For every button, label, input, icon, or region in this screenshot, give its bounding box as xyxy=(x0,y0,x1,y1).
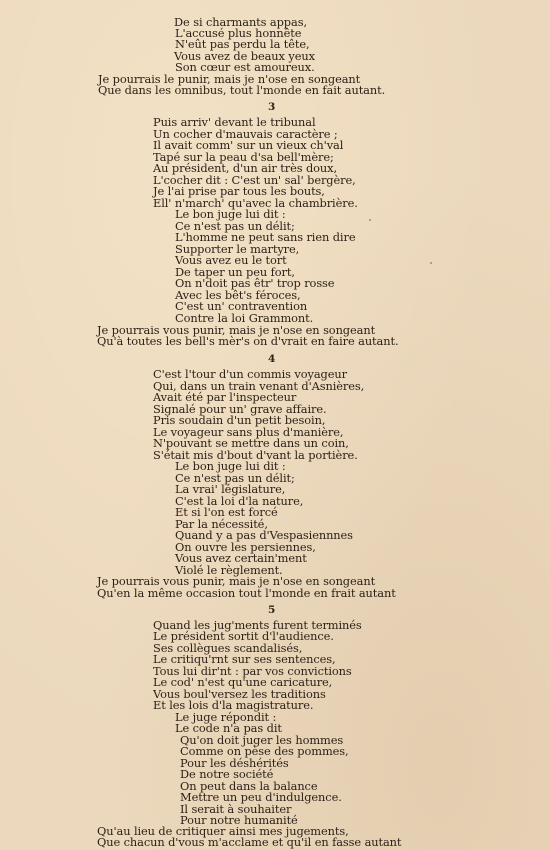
verse-line: N'pouvant se mettre dans un coin, xyxy=(153,436,349,450)
refrain-line: Je pourrais vous punir, mais je n'ose en songeant xyxy=(97,323,376,337)
verse-line: Et les lois d'la magistrature. xyxy=(153,698,314,712)
verse-line: Vous avez certain'ment xyxy=(175,551,307,565)
verse-line: Ell' n'march' qu'avec la chambrière. xyxy=(153,196,358,210)
stanza-number: 5 xyxy=(268,604,276,616)
verse-line: Qu'on doit juger les hommes xyxy=(180,733,344,747)
verse-line: De notre société xyxy=(180,767,274,781)
verse-line: Un cocher d'mauvais caractère ; xyxy=(153,127,338,141)
verse-line: Contre la loi Grammont. xyxy=(175,311,314,325)
verse-line: Ses collègues scandalisés, xyxy=(153,641,303,655)
verse-line: Avait été par l'inspecteur xyxy=(153,390,297,404)
verse-line: Vous avez eu le tort xyxy=(175,253,287,267)
verse-line: Tapé sur la peau d'sa bell'mère; xyxy=(153,150,334,164)
verse-line: C'est la loi d'la nature, xyxy=(175,494,304,508)
verse-line: Quand y a pas d'Vespasiennnes xyxy=(175,528,353,542)
verse-line: On ouvre les persiennes, xyxy=(175,540,316,554)
verse-line: Le président sortit d'l'audience. xyxy=(153,629,334,643)
verse-line: Le cod' n'est qu'une caricature, xyxy=(153,675,333,689)
verse-line: On n'doit pas êtr' trop rosse xyxy=(175,276,335,290)
verse-line: Il serait à souhaiter xyxy=(180,802,292,816)
verse-line: L'homme ne peut sans rien dire xyxy=(175,230,356,244)
verse-line: Par la nécessité, xyxy=(175,517,268,531)
refrain-line: Qu'à toutes les bell's mèr's on d'vrait en faire autant. xyxy=(97,334,399,348)
verse-line: Avec les bêt's féroces, xyxy=(175,288,301,302)
verse-line: S'était mis d'bout d'vant la portière. xyxy=(153,448,358,462)
verse-line: Vous avez de beaux yeux xyxy=(174,49,315,63)
verse-line: Vous boul'versez les traditions xyxy=(153,687,326,701)
verse-line: Quand les jug'ments furent terminés xyxy=(153,618,362,632)
stanza-number: 4 xyxy=(268,353,276,365)
verse-line: Violé le règlement. xyxy=(175,563,283,577)
verse-line: N'eût pas perdu la tête, xyxy=(175,37,310,51)
verse-line: On peut dans la balance xyxy=(180,779,318,793)
verse-line: Mettre un peu d'indulgence. xyxy=(180,790,342,804)
refrain-line: Qu'au lieu de critiquer ainsi mes jugements, xyxy=(97,824,349,838)
verse-line: Ce n'est pas un délit; xyxy=(175,471,295,485)
verse-line: Il avait comm' sur un vieux ch'val xyxy=(153,138,344,152)
verse-line: Qui, dans un train venant d'Asnières, xyxy=(153,379,365,393)
verse-line: L'accusé plus honnête xyxy=(175,26,302,40)
verse-line: Le voyageur sans plus d'manière, xyxy=(153,425,344,439)
verse-line: Le bon juge lui dit : xyxy=(175,459,286,473)
verse-line: Tous lui dir'nt : par vos convictions xyxy=(153,664,352,678)
verse-line: Puis arriv' devant le tribunal xyxy=(153,115,316,129)
verse-line: C'est un' contravention xyxy=(175,299,308,313)
verse-line: Le juge répondit : xyxy=(175,710,277,724)
verse-line: La vrai' législature, xyxy=(175,482,286,496)
verse-line: Je l'ai prise par tous les bouts, xyxy=(153,184,325,198)
refrain-line: Que dans les omnibus, tout l'monde en fait autant. xyxy=(98,83,386,97)
stanza-number: 3 xyxy=(268,101,276,113)
verse-line: Pris soudain d'un petit besoin, xyxy=(153,413,326,427)
verse-line: Comme on pèse des pommes, xyxy=(180,744,349,758)
verse-line: Au président, d'un air très doux, xyxy=(153,161,338,175)
verse-line: Pour notre humanité xyxy=(180,813,298,827)
paper-speck xyxy=(430,262,432,264)
verse-line: Le bon juge lui dit : xyxy=(175,207,286,221)
refrain-line: Qu'en la même occasion tout l'monde en frait autant xyxy=(97,586,396,600)
verse-line: Signalé pour un' grave affaire. xyxy=(153,402,327,416)
refrain-line: Je pourrais vous punir, mais je n'ose en songeant xyxy=(97,574,376,588)
refrain-line: Que chacun d'vous m'acclame et qu'il en fasse autant xyxy=(97,835,402,849)
verse-line: Ce n'est pas un délit; xyxy=(175,219,295,233)
verse-line: C'est l'tour d'un commis voyageur xyxy=(153,367,347,381)
verse-line: Pour les déshérités xyxy=(180,756,289,770)
paper-speck xyxy=(369,219,371,221)
verse-line: De taper un peu fort, xyxy=(175,265,295,279)
refrain-line: Je pourrais le punir, mais je n'ose en songeant xyxy=(98,72,361,86)
verse-line: Le critiqu'rnt sur ses sentences, xyxy=(153,652,336,666)
verse-line: L'cocher dit : C'est un' sal' bergère, xyxy=(153,173,356,187)
verse-line: De si charmants appas, xyxy=(174,15,307,29)
verse-line: Son cœur est amoureux. xyxy=(175,60,315,74)
verse-line: Le code n'a pas dit xyxy=(175,721,282,735)
verse-line: Et si l'on est forcé xyxy=(175,505,278,519)
verse-line: Supporter le martyre, xyxy=(175,242,300,256)
